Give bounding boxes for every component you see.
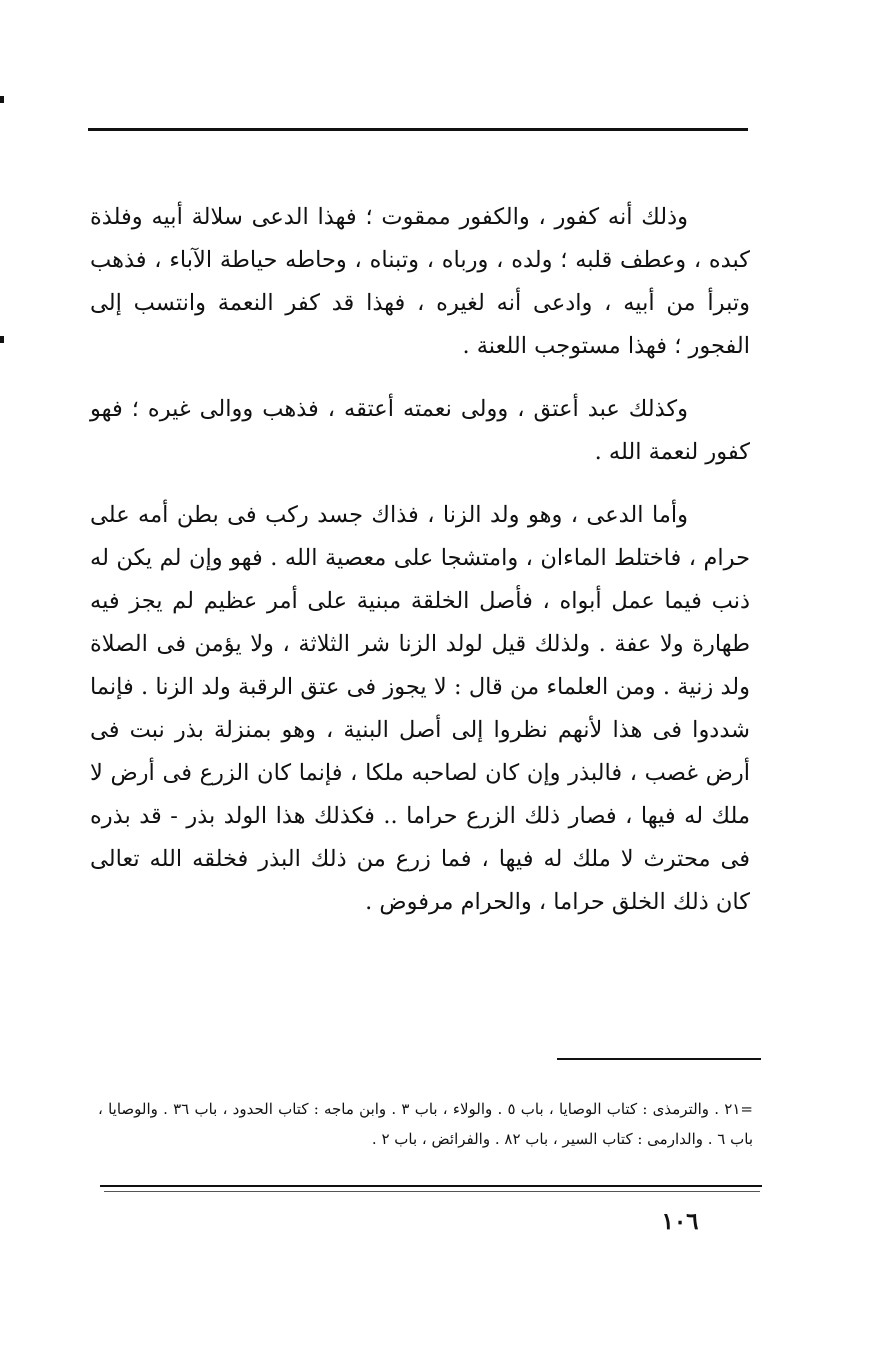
scan-edge-mark-top bbox=[0, 96, 4, 103]
footer-rule bbox=[100, 1185, 762, 1187]
header-rule bbox=[88, 128, 748, 131]
footnote: =٢١ . والترمذى : كتاب الوصايا ، باب ٥ . والولاء ، باب ٣ . وابن ماجه : كتاب الحدود ، باب ٣٦ . والوصايا ، باب ٦ . والدارمى : كتاب السير ، باب ٨٢ . والفرائض ، باب ٢ . bbox=[98, 1100, 753, 1148]
scan-edge-mark-middle bbox=[0, 336, 4, 343]
footnote-separator-rule bbox=[557, 1058, 761, 1060]
paragraph-ingratitude: وذلك أنه كفور ، والكفور ممقوت ؛ فهذا الدعى سلالة أبيه وفلذة كبده ، وعطف قلبه ؛ ولده ، ورباه ، وتبناه ، وحاطه حياطة الآباء ، فذهب وتبرأ من أبيه ، وادعى أنه لغيره ، فهذا قد كفر النعمة وانتسب إلى الفجور ؛ فهذا مستوجب اللعنة . bbox=[90, 204, 750, 359]
page-number: ١٠٦ bbox=[661, 1208, 699, 1235]
main-text bbox=[90, 196, 750, 924]
paragraph-illegitimate-child: وأما الدعى ، وهو ولد الزنا ، فذاك جسد ركب فى بطن أمه على حرام ، فاختلط الماءان ، وامتشجا على معصية الله . فهو وإن لم يكن له ذنب فيما عمل أبواه ، فأصل الخلقة مبنية على أمر عظيم لم يجز فيه طهارة ولا عفة . ولذلك قيل لولد الزنا شر الثلاثة ، ولا يؤمن فى الصلاة ولد زنية . ومن العلماء من قال : لا يجوز فى عتق الرقبة ولد الزنا . فإنما شددوا فى هذا لأنهم نظروا إلى أصل البنية ، وهو بمنزلة بذر نبت فى أرض غصب ، فالبذر وإن كان لصاحبه ملكا ، فإنما كان الزرع فى أرض لا ملك له فيها ، فصار ذلك الزرع حراما .. فكذلك هذا الولد بذر - قد بذره فى محترث لا ملك له فيها ، فما زرع من ذلك البذر فخلقه الله تعالى كان ذلك الخلق حراما ، والحرام مرفوض . bbox=[90, 502, 750, 915]
paragraph-freed-slave: وكذلك عبد أعتق ، وولى نعمته أعتقه ، فذهب ووالى غيره ؛ فهو كفور لنعمة الله . bbox=[90, 396, 750, 465]
footer-rule-thin bbox=[104, 1191, 760, 1192]
